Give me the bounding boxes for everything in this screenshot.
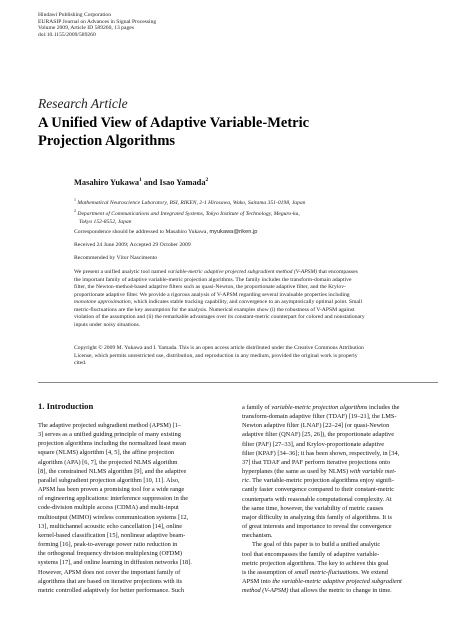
text-run: tool that encompasses the family of adaptive variable- bbox=[242, 550, 380, 558]
body-line bbox=[38, 522, 234, 531]
text-run: a family of bbox=[242, 404, 272, 411]
italic-text: monotone approximation bbox=[74, 299, 131, 306]
text-run: code-division multiple access (CDMA) and multi-input bbox=[38, 504, 179, 512]
text-run: proportionate adaptive filter. We provide a rigorous analysis of V-APSM regarding several invaluable properties including bbox=[74, 291, 350, 298]
license-line: cited. bbox=[74, 360, 87, 367]
title-line-2: Projection Algorithms bbox=[38, 132, 176, 149]
correspondence-email[interactable]: myukawa@riken.jp bbox=[209, 229, 258, 235]
text-run: the same time, however, the variability of metric causes bbox=[242, 504, 384, 512]
affiliation-mark: 2 bbox=[74, 208, 76, 214]
text-run: transform-domain adaptive filter (TDAF) [19–21], the LMS- bbox=[242, 413, 397, 421]
text-run: inputs under noisy situations. bbox=[74, 321, 141, 328]
dates-line: Received 24 June 2009; Accepted 29 October 2009 bbox=[74, 242, 191, 248]
body-line bbox=[242, 586, 440, 595]
abstract-line bbox=[74, 284, 438, 292]
journal-name-line: EURASIP Journal on Advances in Signal Processing bbox=[38, 18, 157, 25]
doi-line[interactable]: doi:10.1155/2009/589260 bbox=[38, 31, 96, 38]
body-line bbox=[242, 522, 440, 531]
text-run: kernel-based classification [15], nonlinear adaptive beam- bbox=[38, 531, 186, 539]
text-run: hyperplanes (the same as used by NLMS) bbox=[242, 468, 350, 476]
text-run: [8], the constrained NLMS algorithm [9], and the adaptive bbox=[38, 467, 187, 475]
body-line bbox=[38, 586, 234, 595]
text-run: metric projection algorithms. The key to achieve this goal bbox=[242, 559, 389, 567]
body-line bbox=[38, 577, 234, 586]
correspondence-text: Correspondence should be addressed to Masahiro Yukawa, bbox=[74, 229, 210, 235]
text-run: . The variable-metric projection algorithms enjoy signifi- bbox=[249, 477, 394, 485]
body-line bbox=[38, 476, 234, 485]
text-run: square (NLMS) algorithm [4, 5], the affine projection bbox=[38, 449, 175, 457]
affiliation-line bbox=[74, 196, 404, 207]
body-line bbox=[242, 449, 440, 458]
license-notice bbox=[74, 345, 438, 368]
left-column-text bbox=[38, 421, 234, 595]
text-run: 3] serves as a unified guiding principle of many existing bbox=[38, 431, 181, 439]
author-list bbox=[74, 177, 208, 187]
body-line bbox=[38, 549, 234, 558]
body-line bbox=[242, 504, 440, 513]
body-line bbox=[242, 550, 440, 559]
body-line bbox=[242, 458, 440, 467]
italic-text: ric bbox=[242, 477, 250, 485]
text-run: Newton adaptive filter (LNAF) [22–24] (or quasi-Newton bbox=[242, 422, 390, 430]
text-run: The goal of this paper is to build a unified analytic bbox=[252, 541, 381, 549]
body-line bbox=[242, 412, 440, 421]
journal-header bbox=[38, 12, 298, 38]
abstract-line bbox=[74, 322, 438, 330]
text-run: that encompasses bbox=[317, 269, 358, 275]
text-run: APSM into bbox=[242, 577, 273, 585]
text-run: the important family of adaptive variable-metric projection algorithms. The family includes the transform-domain adaptive bbox=[74, 276, 352, 283]
body-line bbox=[38, 494, 234, 503]
italic-text: variable-metric adaptive projected subgradient method (V-APSM) bbox=[167, 269, 318, 275]
body-line bbox=[38, 439, 234, 448]
affiliation-text: Department of Communications and Integrated Systems, Tokyo Institute of Technology, Meguro-ku, bbox=[77, 211, 300, 218]
section-heading: 1. Introduction bbox=[38, 401, 94, 411]
affiliation-mark: 2 bbox=[205, 177, 209, 183]
article-title bbox=[38, 115, 438, 150]
text-run: algorithms that are based on iterative projections with its bbox=[38, 577, 183, 585]
text-run: filter, the Newton-method-based adaptive filters such as quasi-Newton, the proportionate adaptive filter, and the Krylov- bbox=[74, 284, 346, 291]
text-run: of great interests and importance to reveal the convergence bbox=[242, 523, 392, 531]
affiliation-mark: 1 bbox=[139, 177, 142, 183]
text-run: However, APSM does not cover the important family of bbox=[38, 568, 181, 576]
text-run: forming [16], peak-to-average power ratio reduction in bbox=[38, 541, 178, 549]
affiliation-text: Mathematical Neuroscience Laboratory, BSI, RIKEN, 2-1 Hirosawa, Wako, Saitama 351-0198, Japan bbox=[77, 199, 306, 206]
title-line-1: A Unified View of Adaptive Variable-Metric bbox=[38, 115, 310, 131]
abstract-line bbox=[74, 277, 438, 285]
body-line bbox=[38, 458, 234, 467]
text-run: systems [17], and online learning in diffusion networks [18]. bbox=[38, 559, 192, 567]
body-line bbox=[242, 403, 440, 412]
body-line bbox=[242, 485, 440, 494]
abstract-line bbox=[74, 314, 438, 322]
article-type: Research Article bbox=[38, 96, 128, 111]
body-line bbox=[242, 577, 440, 586]
body-line bbox=[242, 430, 440, 439]
body-line bbox=[38, 540, 234, 549]
right-column-text bbox=[242, 403, 440, 595]
italic-text: small metric-fluctuations bbox=[294, 568, 359, 576]
affiliation-line bbox=[74, 207, 404, 218]
text-run: major difficulty in analyzing this family of algorithms. It is bbox=[242, 513, 392, 521]
body-line bbox=[242, 421, 440, 430]
text-run: cantly faster convergence compared to their constant-metric bbox=[242, 486, 395, 494]
body-line bbox=[38, 531, 234, 540]
italic-text: variable-metric projection algorithms bbox=[271, 404, 368, 411]
recommended-line: Recommended by Vítor Nascimento bbox=[74, 255, 158, 261]
abstract-line bbox=[74, 269, 438, 277]
publisher-line: Hindawi Publishing Corporation bbox=[38, 12, 112, 18]
body-line bbox=[38, 467, 234, 476]
affiliation-mark: 1 bbox=[74, 197, 76, 202]
body-line bbox=[242, 568, 440, 577]
body-line bbox=[242, 559, 440, 568]
text-run: The adaptive projected subgradient method (APSM) [1– bbox=[38, 422, 182, 429]
text-run: of engineering applications: interference suppression in the bbox=[38, 495, 189, 503]
body-line bbox=[38, 503, 234, 512]
text-run: algorithm (APA) [6, 7], the projected NLMS algorithm bbox=[38, 458, 178, 466]
section-divider bbox=[38, 382, 438, 383]
text-run: includes the bbox=[367, 404, 400, 411]
body-line bbox=[242, 495, 440, 504]
affiliations bbox=[74, 196, 404, 226]
text-run: adaptive filter (QNAF) [25, 26]), the proportionate adaptive bbox=[242, 431, 395, 439]
italic-text: method (V-APSM) bbox=[242, 587, 289, 595]
correspondence-line bbox=[74, 229, 257, 235]
body-line bbox=[38, 421, 234, 430]
text-run: parallel subgradient projection algorithm [10, 11]. Also, bbox=[38, 476, 180, 484]
text-run: multioutput (MIMO) wireless communication systems [12, bbox=[38, 513, 189, 521]
text-run: APSM has been proven a promising tool for a wide range bbox=[38, 486, 185, 494]
author-name: Masahiro Yukawa bbox=[74, 177, 140, 187]
body-line bbox=[242, 476, 440, 485]
author-conjunction: and bbox=[141, 177, 160, 187]
body-line bbox=[242, 440, 440, 449]
license-line: License, which permits unrestricted use, distribution, and reproduction in any medium, provided the original work is properly bbox=[74, 352, 358, 359]
body-line bbox=[38, 558, 234, 567]
body-line bbox=[38, 485, 234, 494]
body-line bbox=[38, 430, 234, 439]
text-run: 13], multichannel acoustic echo cancellation [14], online bbox=[38, 522, 183, 530]
text-run: filter (PAF) [27–33], and Krylov-proportionate adaptive bbox=[242, 440, 385, 448]
text-run: metric-fluctuations are the key assumption for the analysis. Numerical examples show (i) the robustness of V-APSM against bbox=[74, 306, 355, 313]
text-run: the orthogonal frequency division multiplexing (OFDM) bbox=[38, 550, 182, 558]
text-run: We present a unified analytic tool named bbox=[74, 269, 168, 275]
body-line bbox=[242, 531, 440, 540]
license-line: Copyright © 2009 M. Yukawa and I. Yamada. This is an open access article distributed under the Creative Commons Attribution bbox=[74, 345, 364, 351]
affiliation-text: Tokyo 152-8552, Japan bbox=[79, 218, 132, 225]
text-run: projection algorithms including the normalized least mean bbox=[38, 440, 186, 448]
author-name: Isao Yamada bbox=[159, 177, 206, 187]
text-run: mechanism. bbox=[242, 532, 273, 540]
affiliation-line bbox=[74, 219, 404, 226]
body-line bbox=[38, 513, 234, 522]
abstract bbox=[74, 269, 438, 329]
text-run: filter (KPAF) [34–36]; it has been shown, respectively, in [34, bbox=[242, 449, 400, 457]
text-run: counterparts with reasonable computational complexity. At bbox=[242, 495, 392, 503]
text-run: , which indicates stable tracking capability, and convergence to an asymptotically optimal point. Small bbox=[130, 299, 363, 306]
body-line bbox=[242, 540, 440, 549]
abstract-line bbox=[74, 292, 438, 300]
text-run: violation of the assumption and (ii) the remarkable advantages over its constant-metric counterpart for colored and nonstationary bbox=[74, 314, 365, 321]
volume-line: Volume 2009, Article ID 589260, 13 pages bbox=[38, 25, 134, 32]
text-run: that allows the metric to change in time. bbox=[288, 587, 392, 595]
text-run: is the assumption of bbox=[242, 568, 295, 576]
text-run: metric controlled adaptively for better performance. Such bbox=[38, 586, 185, 594]
body-line bbox=[242, 467, 440, 476]
body-line bbox=[38, 448, 234, 457]
italic-text: with variable met- bbox=[349, 468, 397, 476]
body-line bbox=[38, 568, 234, 577]
body-line bbox=[242, 513, 440, 522]
text-run: . We extend bbox=[358, 568, 388, 576]
text-run: 37] that TDAF and PAF perform iterative projections onto bbox=[242, 458, 390, 466]
italic-text: the variable-metric adaptive projected subgradient bbox=[272, 577, 402, 585]
abstract-line bbox=[74, 299, 438, 307]
